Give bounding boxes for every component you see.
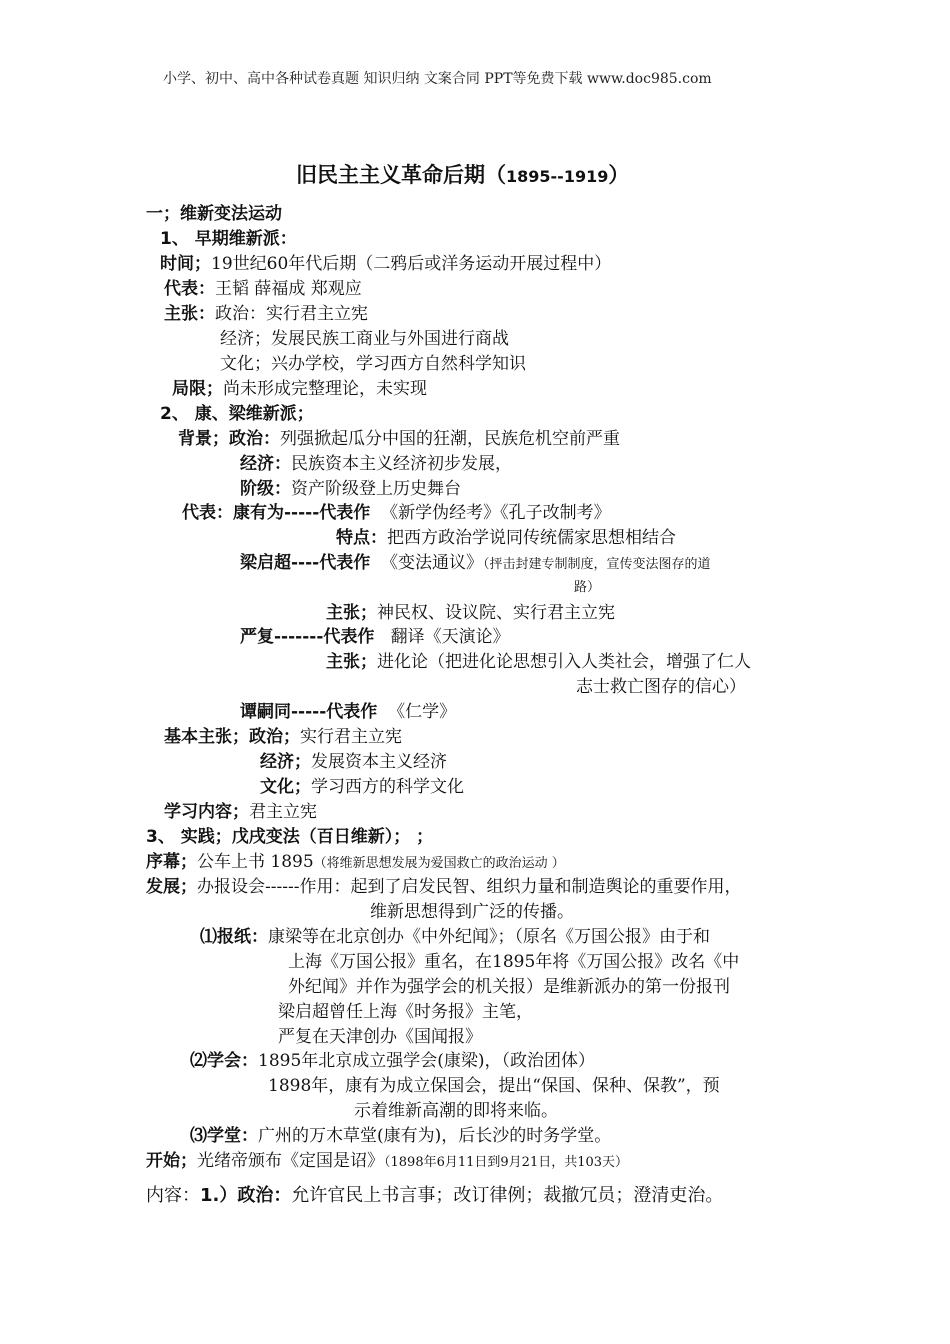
start-line: 开始；光绪帝颁布《定国是诏》（1898年6月11日到9月21日，共103天） bbox=[146, 1151, 629, 1171]
bg-pol-line: 背景；政治：列强掀起瓜分中国的狂潮，民族危机空前严重 bbox=[178, 429, 620, 449]
tan-line: 谭嗣同-----代表作 《仁学》 bbox=[240, 702, 457, 722]
liang-line: 梁启超----代表作 《变法通议》（抨击封建专制制度，宣传变法图存的道 bbox=[240, 553, 711, 573]
newspaper-line-4: 梁启超曾任上海《时务报》主笔， bbox=[278, 1002, 533, 1022]
kang-feature-line: 特点：把西方政治学说同传统儒家思想相结合 bbox=[336, 528, 676, 548]
prelude-line: 序幕；公车上书 1895（将维新思想发展为爱国救亡的政治运动 ） bbox=[146, 852, 565, 872]
rep-line: 代表：王韬 薛福成 郑观应 bbox=[164, 279, 362, 299]
claim-line: 主张：政治：实行君主立宪 bbox=[164, 304, 368, 324]
newspaper-line: ⑴报纸：康梁等在北京创办《中外纪闻》；（原名《万国公报》由于和 bbox=[200, 927, 710, 947]
page-title: 旧民主主义革命后期（1895--1919） bbox=[296, 163, 630, 187]
limit-line: 局限；尚未形成完整理论，未实现 bbox=[172, 379, 427, 399]
yan-claim-line: 主张；进化论（把进化论思想引入人类社会，增强了仁人 bbox=[326, 652, 751, 672]
school-line: ⑶学堂：广州的万木草堂(康有为)，后长沙的时务学堂。 bbox=[190, 1126, 612, 1146]
basic-eco-line: 经济；发展资本主义经济 bbox=[260, 752, 447, 772]
learn-line: 学习内容；君主立宪 bbox=[164, 802, 317, 822]
basic-pol-line: 基本主张；政治；实行君主立宪 bbox=[164, 727, 402, 747]
society-line: ⑵学会：1895年北京成立强学会(康梁)，（政治团体） bbox=[190, 1051, 596, 1071]
liang-note-line: 路） bbox=[574, 580, 601, 595]
newspaper-line-3: 外纪闻》并作为强学会的机关报）是维新派办的第一份报刊 bbox=[288, 977, 730, 997]
bg-eco-line: 经济：民族资本主义经济初步发展， bbox=[240, 454, 512, 474]
claim-eco-line: 经济；发展民族工商业与外国进行商战 bbox=[220, 329, 509, 349]
dev-line: 发展；办报设会------作用：起到了启发民智、组织力量和制造舆论的重要作用， bbox=[146, 877, 742, 897]
sub-heading-2: 2、 康、梁维新派； bbox=[160, 404, 314, 424]
newspaper-line-5: 严复在天津创办《国闻报》 bbox=[278, 1027, 482, 1047]
yan-claim-line-2: 志士救亡图存的信心） bbox=[576, 677, 746, 697]
content-line: 内容：1.）政治：允许官民上书言事；改订律例；裁撤冗员；澄清吏治。 bbox=[146, 1185, 724, 1206]
dev-line-2: 维新思想得到广泛的传播。 bbox=[370, 902, 574, 922]
sub-heading-1: 1、 早期维新派： bbox=[160, 229, 297, 249]
time-line: 时间；19世纪60年代后期（二鸦后或洋务运动开展过程中） bbox=[160, 254, 612, 274]
liang-claim-line: 主张；神民权、设议院、实行君主立宪 bbox=[326, 603, 615, 623]
society-line-2: 1898年，康有为成立保国会，提出“保国、保种、保教”，预 bbox=[268, 1076, 720, 1096]
bg-cls-line: 阶级：资产阶级登上历史舞台 bbox=[240, 479, 461, 499]
sub-heading-3: 3、 实践；戊戌变法（百日维新）； ； bbox=[146, 827, 434, 847]
basic-cul-line: 文化；学习西方的科学文化 bbox=[260, 777, 464, 797]
yan-line: 严复-------代表作 翻译《天演论》 bbox=[240, 627, 510, 647]
kang-line: 代表：康有为-----代表作 《新学伪经考》《孔子改制考》 bbox=[182, 503, 611, 523]
claim-cul-line: 文化；兴办学校，学习西方自然科学知识 bbox=[220, 354, 526, 374]
society-line-3: 示着维新高潮的即将来临。 bbox=[354, 1101, 558, 1121]
section-heading: 一；维新变法运动 bbox=[146, 204, 282, 224]
newspaper-line-2: 上海《万国公报》重名，在1895年将《万国公报》改名《中 bbox=[288, 952, 740, 972]
page-header: 小学、初中、高中各种试卷真题 知识归纳 文案合同 PPT等免费下载 www.doc985.com bbox=[163, 71, 712, 87]
